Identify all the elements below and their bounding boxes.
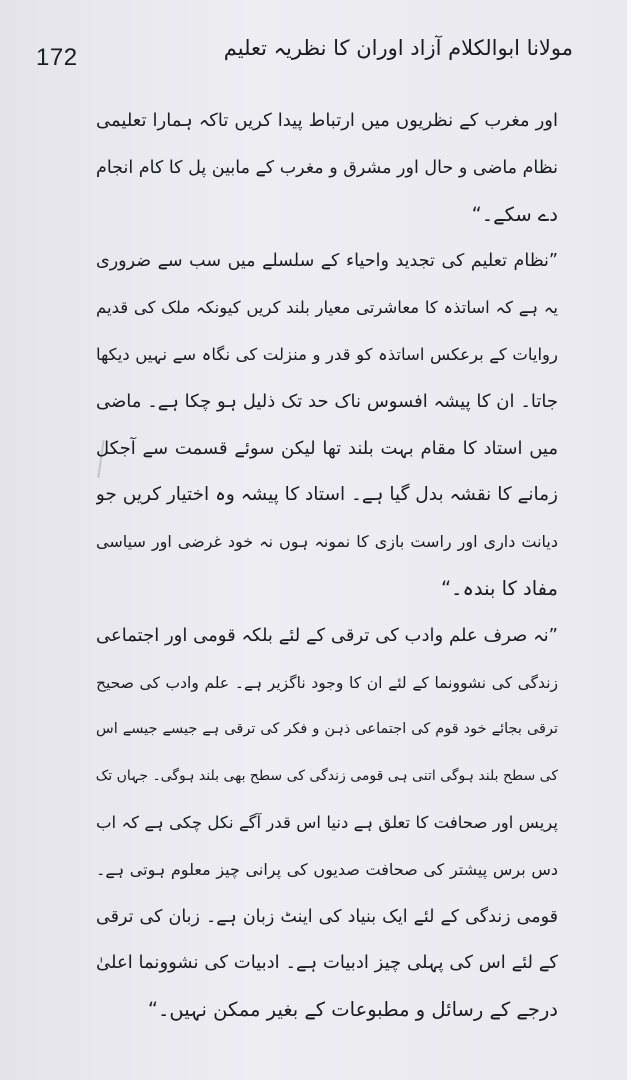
text-line: کے لئے اس کی پہلی چیز ادبیات ہے۔ ادبیات کی نشوونما اعلیٰ: [96, 952, 558, 974]
text-line: یہ ہے کہ اساتذہ کا معاشرتی معیار بلند کریں کیونکہ ملک کی قدیم: [96, 298, 558, 318]
page-number: 172: [36, 44, 78, 71]
text-line: کی سطح بلند ہوگی اتنی ہی قومی زندگی کی سطح بھی بلند ہوگی۔ جہاں تک: [96, 768, 558, 785]
text-line: ”نظام تعلیم کی تجدید واحیاء کے سلسلے میں سب سے ضروری: [96, 251, 558, 272]
running-title: مولانا ابوالکلام آزاد اوران کا نظریہ تعلیم: [223, 36, 573, 60]
body-text: [96, 98, 558, 1034]
text-line: قومی زندگی کے لئے ایک بنیاد کی اینٹ زبان ہے۔ زبان کی ترقی: [96, 906, 558, 927]
text-line: درجے کے رسائل و مطبوعات کے بغیر ممکن نہیں۔“: [147, 998, 558, 1022]
page-header: [28, 30, 573, 80]
text-line: دے سکے۔“: [471, 202, 558, 226]
text-line: ترقی بجائے خود قوم کی اجتماعی ذہن و فکر کی ترقی ہے جیسے جیسے اس: [96, 721, 558, 738]
text-line: ”نہ صرف علم وادب کی ترقی کے لئے بلکہ قومی اور اجتماعی: [96, 624, 558, 646]
text-line: روایات کے برعکس اساتذہ کو قدر و منزلت کی نگاہ سے نہیں دیکھا: [96, 344, 558, 364]
text-line: دس برس پیشتر کی صحافت صدیوں کی پرانی چیز معلوم ہوتی ہے۔: [96, 859, 558, 879]
text-line: میں استاد کا مقام بہت بلند تھا لیکن سوئے قسمت سے آجکل: [96, 437, 558, 459]
text-line: پریس اور صحافت کا تعلق ہے دنیا اس قدر آگے نکل چکی ہے کہ اب: [96, 812, 558, 832]
text-line: جاتا۔ ان کا پیشہ افسوس ناک حد تک ذلیل ہو چکا ہے۔ ماضی: [96, 390, 558, 412]
text-line: زندگی کی نشوونما کے لئے ان کا وجود ناگزیر ہے۔ علم وادب کی صحیح: [96, 673, 558, 692]
text-line: مفاد کا بندہ۔“: [440, 576, 558, 600]
text-line: دیانت داری اور راست بازی کا نمونہ ہوں نہ خود غرضی اور سیاسی: [96, 532, 558, 552]
page-edge: [627, 0, 631, 1080]
text-line: اور مغرب کے نظریوں میں ارتباط پیدا کریں تاکہ ہمارا تعلیمی: [96, 110, 558, 131]
text-line: نظام ماضی و حال اور مشرق و مغرب کے مابین پل کا کام انجام: [96, 157, 558, 178]
text-line: زمانے کا نقشہ بدل گیا ہے۔ استاد کا پیشہ وہ اختیار کریں جو: [96, 484, 558, 506]
